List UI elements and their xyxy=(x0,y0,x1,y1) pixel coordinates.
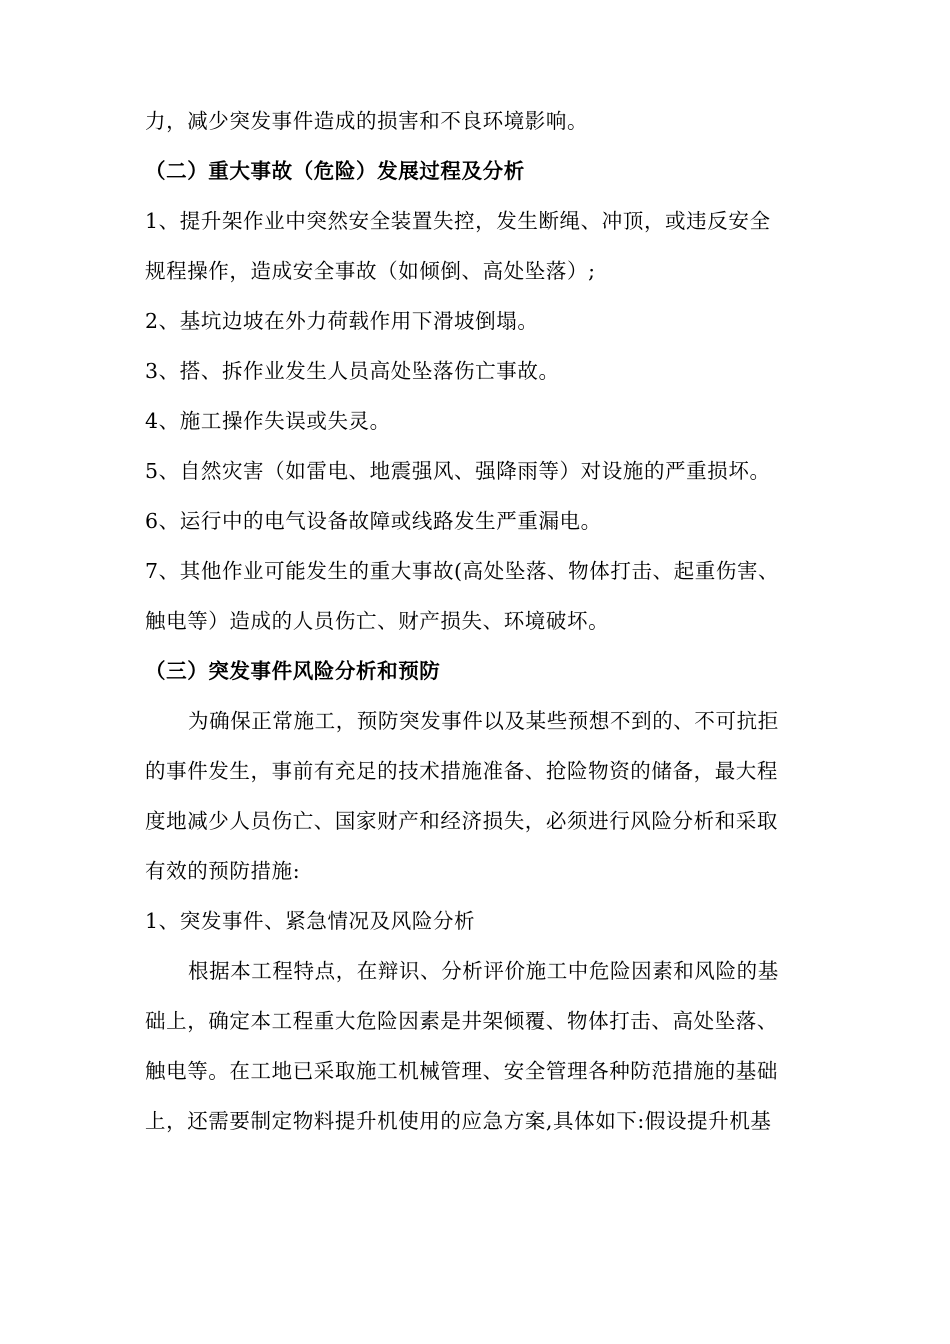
paragraph-2-line-1: 根据本工程特点，在辩识、分析评价施工中危险因素和风险的基 xyxy=(188,959,779,983)
paragraph-1-line-1: 为确保正常施工，预防突发事件以及某些预想不到的、不可抗拒 xyxy=(188,709,779,733)
paragraph-2-line-3: 触电等。在工地已采取施工机械管理、安全管理各种防范措施的基础 xyxy=(145,1059,778,1083)
list-item-1-line-2: 规程操作，造成安全事故（如倾倒、高处坠落）; xyxy=(145,259,596,283)
section-heading-3: （三）突发事件风险分析和预防 xyxy=(145,659,441,683)
paragraph-line: 力，减少突发事件造成的损害和不良环境影响。 xyxy=(145,109,589,133)
list-item-6: 6、运行中的电气设备故障或线路发生严重漏电。 xyxy=(145,509,602,533)
paragraph-1-line-4: 有效的预防措施: xyxy=(145,859,301,883)
list-item-3: 3、搭、拆作业发生人员高处坠落伤亡事故。 xyxy=(145,359,560,383)
list-item-7-line-2: 触电等）造成的人员伤亡、财产损失、环境破坏。 xyxy=(145,609,610,633)
list-item-2: 2、基坑边坡在外力荷载作用下滑坡倒塌。 xyxy=(145,309,539,333)
list-item-7-line-1: 7、其他作业可能发生的重大事故(高处坠落、物体打击、起重伤害、 xyxy=(145,559,780,583)
paragraph-2-line-2: 础上，确定本工程重大危险因素是井架倾覆、物体打击、高处坠落、 xyxy=(145,1009,778,1033)
list-item-1-line-1: 1、提升架作业中突然安全装置失控，发生断绳、冲顶，或违反安全 xyxy=(145,209,771,233)
section-heading-2: （二）重大事故（危险）发展过程及分析 xyxy=(145,159,525,183)
list-item-4: 4、施工操作失误或失灵。 xyxy=(145,409,391,433)
paragraph-1-line-2: 的事件发生，事前有充足的技术措施准备、抢险物资的储备，最大程 xyxy=(145,759,778,783)
list-item-5: 5、自然灾害（如雷电、地震强风、强降雨等）对设施的严重损坏。 xyxy=(145,459,771,483)
subsection-heading-1: 1、突发事件、紧急情况及风险分析 xyxy=(145,909,476,933)
paragraph-2-line-4: 上，还需要制定物料提升机使用的应急方案,具体如下:假设提升机基 xyxy=(145,1109,772,1133)
paragraph-1-line-3: 度地减少人员伤亡、国家财产和经济损失，必须进行风险分析和采取 xyxy=(145,809,778,833)
